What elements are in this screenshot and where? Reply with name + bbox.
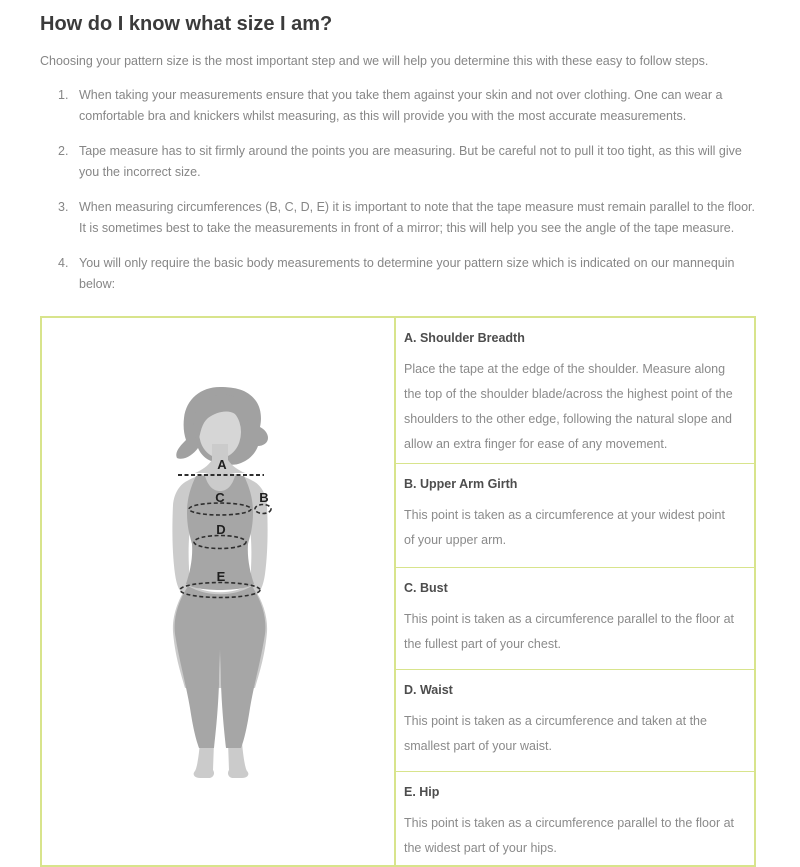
instruction-step-3: When measuring circumferences (B, C, D, E) it is important to note that the tape measure must remain parallel to the floor. It is sometimes best to take the measurements in front of a mirror; this will help you see the angle of the tape measure. (79, 200, 755, 235)
measurement-row-title: D. Waist (404, 683, 453, 697)
size-guide-page (0, 12, 800, 867)
instructions-list (40, 85, 756, 295)
measurement-table (40, 316, 756, 867)
measurement-row-title: A. Shoulder Breadth (404, 331, 525, 345)
measurement-row-title: B. Upper Arm Girth (404, 477, 518, 491)
instruction-step-2: Tape measure has to sit firmly around the points you are measuring. But be careful not to pull it too tight, as this will give you the incorrect size. (79, 144, 742, 179)
mannequin-cell (42, 318, 396, 865)
measurement-row-title: C. Bust (404, 581, 448, 595)
measurement-row-hip (396, 772, 754, 865)
measurement-info-column (396, 318, 754, 865)
measurement-row-waist (396, 670, 754, 772)
intro-text: Choosing your pattern size is the most important step and we will help you determine this with these easy to follow steps. (40, 54, 709, 68)
measurement-row-description: This point is taken as a circumference parallel to the floor at the widest part of your hips. (404, 816, 735, 855)
measurement-row-description: This point is taken as a circumference and taken at the smallest part of your waist. (404, 714, 707, 753)
measurement-row-shoulder (396, 318, 754, 464)
measurement-row-title: E. Hip (404, 785, 440, 799)
instruction-step-1: When taking your measurements ensure that you take them against your skin and not over clothing. One can wear a comfortable bra and knickers whilst measuring, as this will provide you with the most accurate measurements. (79, 88, 723, 123)
measurement-label-e: E (216, 569, 226, 584)
measurement-row-description: This point is taken as a circumference at your widest point of your upper arm. (404, 508, 725, 547)
measurement-row-description: Place the tape at the edge of the shoulder. Measure along the top of the shoulder blade/across the highest point of the shoulders to the other edge, following the natural slope and allow an extra finger for ease of any movement. (404, 362, 733, 451)
measurement-label-d: D (216, 522, 226, 537)
measurement-label-c: C (215, 490, 225, 505)
mannequin-illustration (42, 318, 394, 865)
measurement-row-bust (396, 568, 754, 670)
measurement-label-a: A (217, 457, 227, 472)
instruction-step-4: You will only require the basic body measurements to determine your pattern size which is indicated on our mannequin below: (79, 256, 735, 291)
measurement-row-description: This point is taken as a circumference parallel to the floor at the fullest part of your chest. (404, 612, 735, 651)
page-title: How do I know what size I am? (40, 13, 333, 35)
measurement-label-b: B (259, 490, 269, 505)
measurement-row-upper-arm (396, 464, 754, 568)
